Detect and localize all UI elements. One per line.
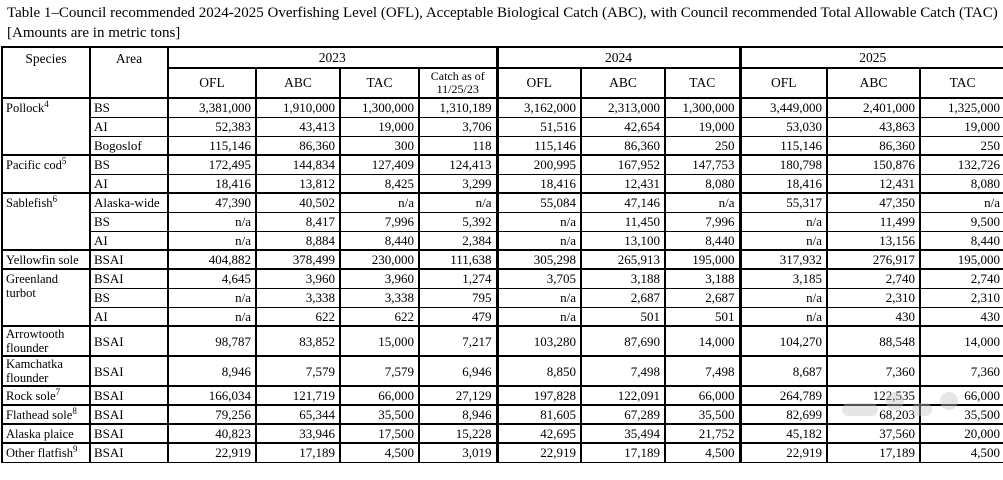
- table-row: [2, 250, 1003, 269]
- area-cell: BSAI: [90, 250, 168, 269]
- value-cell: 1,910,000: [256, 98, 340, 117]
- value-cell: 104,270: [740, 326, 827, 356]
- area-cell: BSAI: [90, 405, 168, 424]
- value-cell: 7,996: [340, 212, 419, 231]
- area-cell: BSAI: [90, 326, 168, 356]
- species-cell: [2, 356, 90, 386]
- species-label: Pacific cod: [6, 158, 62, 172]
- value-cell: 86,360: [581, 136, 665, 155]
- value-cell: n/a: [497, 212, 581, 231]
- area-cell: AI: [90, 231, 168, 250]
- tac-2024-header: TAC: [665, 68, 740, 98]
- area-cell: BS: [90, 212, 168, 231]
- species-cell: [2, 405, 90, 424]
- value-cell: 42,695: [497, 424, 581, 443]
- species-label: Alaska plaice: [6, 426, 74, 441]
- value-cell: 7,217: [419, 326, 497, 356]
- value-cell: 276,917: [827, 250, 920, 269]
- value-cell: 88,548: [827, 326, 920, 356]
- value-cell: 8,080: [665, 174, 740, 193]
- footnote-marker: 9: [73, 443, 78, 454]
- value-cell: 1,274: [419, 269, 497, 288]
- value-cell: 20,000: [920, 424, 1003, 443]
- value-cell: 195,000: [920, 250, 1003, 269]
- value-cell: 7,498: [665, 356, 740, 386]
- value-cell: 87,690: [581, 326, 665, 356]
- table-row: [2, 326, 1003, 356]
- value-cell: 35,494: [581, 424, 665, 443]
- value-cell: 19,000: [340, 117, 419, 136]
- area-cell: BS: [90, 155, 168, 174]
- value-cell: 3,188: [581, 269, 665, 288]
- value-cell: 15,000: [340, 326, 419, 356]
- value-cell: 17,189: [581, 443, 665, 462]
- abc-2025-header: ABC: [827, 68, 920, 98]
- value-cell: 147,753: [665, 155, 740, 174]
- value-cell: 83,852: [256, 326, 340, 356]
- value-cell: 27,129: [419, 386, 497, 405]
- value-cell: 430: [920, 307, 1003, 326]
- value-cell: 37,560: [827, 424, 920, 443]
- table-row: [2, 155, 1003, 174]
- table-row: [2, 307, 1003, 326]
- value-cell: 122,091: [581, 386, 665, 405]
- value-cell: 66,000: [920, 386, 1003, 405]
- value-cell: n/a: [740, 288, 827, 307]
- value-cell: 55,317: [740, 193, 827, 212]
- value-cell: 12,431: [827, 174, 920, 193]
- species-cell: [2, 250, 90, 269]
- footnote-marker: 5: [61, 155, 67, 166]
- catch-header-line1: Catch as of: [430, 69, 485, 83]
- value-cell: n/a: [168, 307, 256, 326]
- value-cell: 150,876: [827, 155, 920, 174]
- value-cell: 6,946: [419, 356, 497, 386]
- value-cell: 3,960: [340, 269, 419, 288]
- value-cell: 82,699: [740, 405, 827, 424]
- value-cell: n/a: [740, 212, 827, 231]
- value-cell: 43,863: [827, 117, 920, 136]
- area-cell: Bogoslof: [90, 136, 168, 155]
- value-cell: 2,687: [581, 288, 665, 307]
- value-cell: 3,705: [497, 269, 581, 288]
- value-cell: 1,310,189: [419, 98, 497, 117]
- value-cell: 8,080: [920, 174, 1003, 193]
- footnote-marker: 8: [72, 405, 77, 416]
- value-cell: 67,289: [581, 405, 665, 424]
- value-cell: 8,425: [340, 174, 419, 193]
- value-cell: 7,498: [581, 356, 665, 386]
- area-cell: BSAI: [90, 356, 168, 386]
- value-cell: 622: [256, 307, 340, 326]
- value-cell: 35,500: [665, 405, 740, 424]
- value-cell: n/a: [168, 231, 256, 250]
- value-cell: 430: [827, 307, 920, 326]
- value-cell: 18,416: [497, 174, 581, 193]
- value-cell: 40,502: [256, 193, 340, 212]
- value-cell: 195,000: [665, 250, 740, 269]
- value-cell: 3,960: [256, 269, 340, 288]
- tac-2023-header: TAC: [340, 68, 419, 98]
- value-cell: 300: [340, 136, 419, 155]
- species-cell: [2, 424, 90, 443]
- value-cell: 9,500: [920, 212, 1003, 231]
- value-cell: 17,189: [256, 443, 340, 462]
- value-cell: 4,500: [665, 443, 740, 462]
- value-cell: 622: [340, 307, 419, 326]
- value-cell: 51,516: [497, 117, 581, 136]
- value-cell: 17,189: [827, 443, 920, 462]
- value-cell: 86,360: [256, 136, 340, 155]
- value-cell: 2,401,000: [827, 98, 920, 117]
- value-cell: 43,413: [256, 117, 340, 136]
- value-cell: 13,156: [827, 231, 920, 250]
- value-cell: 8,884: [256, 231, 340, 250]
- species-label: Greenland turbot: [6, 272, 59, 300]
- value-cell: 3,188: [665, 269, 740, 288]
- value-cell: 17,500: [340, 424, 419, 443]
- value-cell: 66,000: [665, 386, 740, 405]
- ofl-2025-header: OFL: [740, 68, 827, 98]
- table-row: [2, 356, 1003, 386]
- footnote-marker: 7: [55, 386, 61, 397]
- value-cell: 2,740: [827, 269, 920, 288]
- species-label: Other flatfish: [6, 445, 73, 460]
- value-cell: 2,310: [920, 288, 1003, 307]
- table-row: [2, 174, 1003, 193]
- footnote-marker: 6: [52, 193, 58, 204]
- value-cell: 103,280: [497, 326, 581, 356]
- value-cell: 14,000: [665, 326, 740, 356]
- value-cell: 18,416: [740, 174, 827, 193]
- table-row: [2, 288, 1003, 307]
- value-cell: 66,000: [340, 386, 419, 405]
- table-row: [2, 386, 1003, 405]
- value-cell: 65,344: [256, 405, 340, 424]
- value-cell: n/a: [740, 231, 827, 250]
- value-cell: 795: [419, 288, 497, 307]
- table-row: [2, 117, 1003, 136]
- value-cell: n/a: [168, 212, 256, 231]
- value-cell: 18,416: [168, 174, 256, 193]
- value-cell: 2,384: [419, 231, 497, 250]
- value-cell: 55,084: [497, 193, 581, 212]
- value-cell: 501: [665, 307, 740, 326]
- value-cell: 45,182: [740, 424, 827, 443]
- value-cell: 33,946: [256, 424, 340, 443]
- table-row: [2, 231, 1003, 250]
- value-cell: 3,185: [740, 269, 827, 288]
- table-row: [2, 212, 1003, 231]
- value-cell: 127,409: [340, 155, 419, 174]
- value-cell: 124,413: [419, 155, 497, 174]
- value-cell: 7,579: [256, 356, 340, 386]
- value-cell: 3,338: [256, 288, 340, 307]
- value-cell: 68,203: [827, 405, 920, 424]
- value-cell: 14,000: [920, 326, 1003, 356]
- value-cell: 22,919: [497, 443, 581, 462]
- value-cell: n/a: [665, 193, 740, 212]
- value-cell: n/a: [497, 288, 581, 307]
- year-header-row: [2, 47, 1003, 68]
- value-cell: 167,952: [581, 155, 665, 174]
- value-cell: 8,946: [419, 405, 497, 424]
- value-cell: 13,100: [581, 231, 665, 250]
- value-cell: 8,417: [256, 212, 340, 231]
- value-cell: 86,360: [827, 136, 920, 155]
- value-cell: n/a: [419, 193, 497, 212]
- value-cell: 81,605: [497, 405, 581, 424]
- area-cell: AI: [90, 307, 168, 326]
- value-cell: 15,228: [419, 424, 497, 443]
- value-cell: 121,719: [256, 386, 340, 405]
- table-row: [2, 193, 1003, 212]
- species-label: Flathead sole: [6, 407, 73, 422]
- value-cell: 22,919: [740, 443, 827, 462]
- species-label: Kamchatka flounder: [6, 357, 63, 385]
- value-cell: 19,000: [920, 117, 1003, 136]
- table-caption: [0, 0, 1003, 43]
- value-cell: 40,823: [168, 424, 256, 443]
- value-cell: 197,828: [497, 386, 581, 405]
- value-cell: 3,706: [419, 117, 497, 136]
- value-cell: 3,449,000: [740, 98, 827, 117]
- value-cell: 3,162,000: [497, 98, 581, 117]
- value-cell: 115,146: [740, 136, 827, 155]
- value-cell: 1,300,000: [340, 98, 419, 117]
- value-cell: 132,726: [920, 155, 1003, 174]
- year-2024-header: 2024: [497, 47, 740, 68]
- value-cell: 8,687: [740, 356, 827, 386]
- value-cell: 122,535: [827, 386, 920, 405]
- value-cell: 53,030: [740, 117, 827, 136]
- value-cell: 3,338: [340, 288, 419, 307]
- species-label: Sablefish: [6, 196, 53, 210]
- value-cell: n/a: [740, 307, 827, 326]
- value-cell: 305,298: [497, 250, 581, 269]
- table-row: [2, 424, 1003, 443]
- value-cell: 180,798: [740, 155, 827, 174]
- value-cell: 47,350: [827, 193, 920, 212]
- species-label: Rock sole: [6, 388, 56, 403]
- year-2025-header: 2025: [740, 47, 1003, 68]
- table-row: [2, 136, 1003, 155]
- value-cell: 230,000: [340, 250, 419, 269]
- value-cell: 79,256: [168, 405, 256, 424]
- value-cell: 8,440: [665, 231, 740, 250]
- value-cell: 172,495: [168, 155, 256, 174]
- area-column-header: Area: [90, 47, 168, 98]
- area-cell: BSAI: [90, 424, 168, 443]
- value-cell: 22,919: [168, 443, 256, 462]
- area-cell: BSAI: [90, 269, 168, 288]
- ofl-2024-header: OFL: [497, 68, 581, 98]
- footnote-marker: 4: [44, 98, 49, 109]
- value-cell: 2,740: [920, 269, 1003, 288]
- value-cell: 2,310: [827, 288, 920, 307]
- table-body: [2, 98, 1003, 462]
- value-cell: 317,932: [740, 250, 827, 269]
- value-cell: 1,300,000: [665, 98, 740, 117]
- value-cell: 3,019: [419, 443, 497, 462]
- area-cell: BSAI: [90, 443, 168, 462]
- value-cell: 98,787: [168, 326, 256, 356]
- value-cell: 4,645: [168, 269, 256, 288]
- value-cell: 2,687: [665, 288, 740, 307]
- value-cell: 264,789: [740, 386, 827, 405]
- value-cell: 13,812: [256, 174, 340, 193]
- value-cell: 35,500: [340, 405, 419, 424]
- value-cell: 8,946: [168, 356, 256, 386]
- area-cell: Alaska-wide: [90, 193, 168, 212]
- ofl-abc-tac-table: [1, 46, 1003, 463]
- year-2023-header: 2023: [168, 47, 497, 68]
- value-cell: 3,299: [419, 174, 497, 193]
- species-cell: [2, 386, 90, 405]
- tac-2025-header: TAC: [920, 68, 1003, 98]
- value-cell: n/a: [340, 193, 419, 212]
- value-cell: 250: [665, 136, 740, 155]
- species-cell: [2, 193, 90, 250]
- value-cell: 118: [419, 136, 497, 155]
- table-subtitle: [Amounts are in metric tons]: [7, 25, 181, 41]
- value-cell: 8,440: [340, 231, 419, 250]
- species-cell: [2, 269, 90, 326]
- value-cell: 47,390: [168, 193, 256, 212]
- value-cell: 4,500: [340, 443, 419, 462]
- value-cell: 35,500: [920, 405, 1003, 424]
- value-cell: 200,995: [497, 155, 581, 174]
- species-column-header: Species: [2, 47, 90, 98]
- value-cell: n/a: [497, 231, 581, 250]
- value-cell: 8,850: [497, 356, 581, 386]
- value-cell: 2,313,000: [581, 98, 665, 117]
- species-label: Arrowtooth flounder: [6, 327, 65, 355]
- value-cell: n/a: [920, 193, 1003, 212]
- value-cell: 7,579: [340, 356, 419, 386]
- area-cell: AI: [90, 174, 168, 193]
- value-cell: 404,882: [168, 250, 256, 269]
- value-cell: 5,392: [419, 212, 497, 231]
- value-cell: 1,325,000: [920, 98, 1003, 117]
- value-cell: 47,146: [581, 193, 665, 212]
- value-cell: 479: [419, 307, 497, 326]
- abc-2024-header: ABC: [581, 68, 665, 98]
- value-cell: 111,638: [419, 250, 497, 269]
- catch-as-of-header: [419, 68, 497, 98]
- table-row: [2, 269, 1003, 288]
- area-cell: BS: [90, 98, 168, 117]
- table-row: [2, 405, 1003, 424]
- value-cell: 8,440: [920, 231, 1003, 250]
- value-cell: 501: [581, 307, 665, 326]
- value-cell: 4,500: [920, 443, 1003, 462]
- value-cell: 166,034: [168, 386, 256, 405]
- value-cell: 7,360: [920, 356, 1003, 386]
- species-cell: [2, 155, 90, 193]
- value-cell: 115,146: [497, 136, 581, 155]
- value-cell: 21,752: [665, 424, 740, 443]
- value-cell: 42,654: [581, 117, 665, 136]
- table-row: [2, 443, 1003, 462]
- value-cell: 7,360: [827, 356, 920, 386]
- catch-header-line2: 11/25/23: [436, 82, 479, 96]
- abc-2023-header: ABC: [256, 68, 340, 98]
- value-cell: 19,000: [665, 117, 740, 136]
- value-cell: n/a: [168, 288, 256, 307]
- area-cell: BS: [90, 288, 168, 307]
- species-cell: [2, 326, 90, 356]
- value-cell: 115,146: [168, 136, 256, 155]
- value-cell: 144,834: [256, 155, 340, 174]
- species-cell: [2, 443, 90, 462]
- area-cell: BSAI: [90, 386, 168, 405]
- value-cell: 11,499: [827, 212, 920, 231]
- area-cell: AI: [90, 117, 168, 136]
- value-cell: 265,913: [581, 250, 665, 269]
- value-cell: 11,450: [581, 212, 665, 231]
- value-cell: 7,996: [665, 212, 740, 231]
- value-cell: 12,431: [581, 174, 665, 193]
- value-cell: 378,499: [256, 250, 340, 269]
- value-cell: n/a: [497, 307, 581, 326]
- value-cell: 3,381,000: [168, 98, 256, 117]
- table-row: [2, 98, 1003, 117]
- value-cell: 250: [920, 136, 1003, 155]
- ofl-2023-header: OFL: [168, 68, 256, 98]
- table-title: Table 1–Council recommended 2024-2025 Overfishing Level (OFL), Acceptable Biological Catch (ABC), with Council recommended Total Allowable Catch (TAC): [7, 5, 998, 21]
- species-label: Yellowfin sole: [6, 252, 79, 267]
- species-label: Pollock: [6, 101, 45, 115]
- species-cell: [2, 98, 90, 155]
- value-cell: 52,383: [168, 117, 256, 136]
